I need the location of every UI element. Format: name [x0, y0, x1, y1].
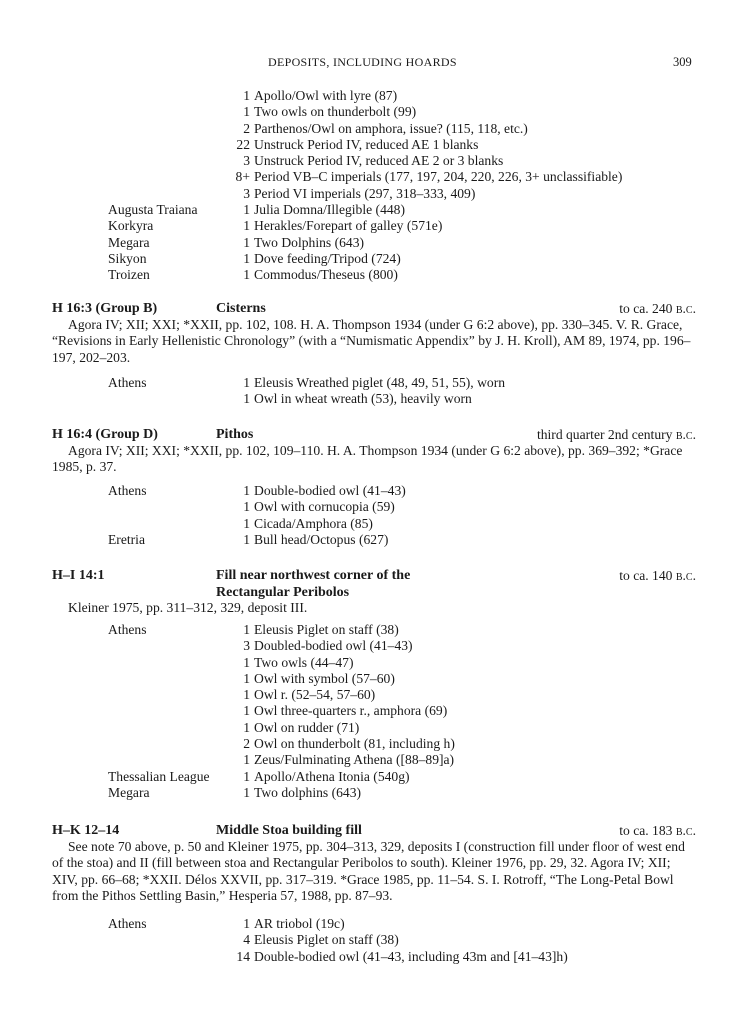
list-item: 14 Double-bodied owl (41–43, including 43m and [41–43]h)	[236, 948, 568, 964]
list-item: 22 Unstruck Period IV, reduced AE 1 blanks	[236, 136, 479, 152]
deposit-title-line: Rectangular Peribolos	[216, 585, 350, 600]
list-item: 4 Eleusis Piglet on staff (38)	[243, 932, 399, 948]
deposit-title	[216, 567, 410, 601]
page-number: 309	[673, 55, 692, 69]
mint-name: Troizen	[108, 267, 150, 283]
list-item: 8+ Period VB–C imperials (177, 197, 204, 220, 226, 3+ unclassifiable)	[235, 169, 623, 185]
deposit-date: to ca. 183 b.c.	[619, 823, 696, 838]
list-item: 1 Herakles/Forepart of galley (571e)	[243, 218, 443, 234]
mint-name: Athens	[108, 916, 147, 931]
mint-name: Athens	[108, 375, 147, 390]
list-item: 1 Apollo/Athena Itonia (540g)	[243, 768, 410, 784]
list-item: 1 Commodus/Theseus (800)	[243, 267, 398, 283]
deposit-references: Agora IV; XII; XXI; *XXII, pp. 102, 108. H. A. Thompson 1934 (under G 6:2 above), pp. 330–345. V. R. Grace, “Revisions in Early Hellenistic Chronology” (with a “Numismatic Appendix” by J. H. Kroll), AM 89, 1974, pp. 196–197, 202–203.	[52, 317, 691, 365]
running-title: DEPOSITS, INCLUDING HOARDS	[268, 55, 457, 69]
deposit-title: Pithos	[216, 427, 254, 442]
coin-list	[216, 622, 455, 801]
list-item: 1 Two owls (44–47)	[243, 654, 354, 670]
deposit-date: to ca. 140 b.c.	[619, 568, 696, 583]
list-item: 1 Owl three-quarters r., amphora (69)	[243, 703, 448, 719]
list-item: 1 Two dolphins (643)	[243, 784, 362, 800]
mint-name: Eretria	[108, 531, 145, 547]
list-item: 1 Two Dolphins (643)	[243, 234, 365, 250]
list-item: 1 Dove feeding/Tripod (724)	[243, 250, 401, 266]
list-item: 1 Bull head/Octopus (627)	[243, 531, 389, 547]
list-item: 1 Cicada/Amphora (85)	[243, 515, 373, 531]
continued-items-list	[216, 88, 622, 284]
list-item: 1 Double-bodied owl (41–43)	[243, 483, 406, 498]
list-item: 2 Parthenos/Owl on amphora, issue? (115, 118, etc.)	[243, 120, 528, 136]
deposit-references: See note 70 above, p. 50 and Kleiner 1975, pp. 304–313, 329, deposits I (construction fill under floor of west end of the stoa) and II (fill between stoa and Rectangular Peribolos to south). Kleiner 1976, pp. 29, 32. Agora IV; XII; XIV, pp. 66–68; *XXII. Délos XXVII, pp. 317–319. *Grace 1985, pp. 11–54. S. I. Rotroff, “The Long-Petal Bowl from the Pithos Settling Basin,” Hesperia 57, 1988, pp. 87–93.	[52, 839, 685, 903]
list-item: 1 Apollo/Owl with lyre (87)	[243, 88, 398, 103]
mint-name: Megara	[108, 785, 150, 800]
deposit-id: H–I 14:1	[52, 568, 105, 583]
deposit-references: Kleiner 1975, pp. 311–312, 329, deposit III.	[68, 600, 308, 615]
coin-list	[216, 375, 505, 408]
deposit-id: H 16:3 (Group B)	[52, 301, 158, 316]
mint-name: Megara	[108, 234, 150, 250]
list-item: 2 Owl on thunderbolt (81, including h)	[243, 736, 455, 752]
mint-name: Athens	[108, 483, 147, 498]
deposit-title: Middle Stoa building fill	[216, 823, 362, 838]
list-item: 1 Owl with cornucopia (59)	[243, 499, 395, 515]
mint-name: Athens	[108, 622, 147, 637]
deposit-date: to ca. 240 b.c.	[619, 301, 696, 316]
list-item: 3 Doubled-bodied owl (41–43)	[243, 638, 413, 654]
list-item: 1 Eleusis Piglet on staff (38)	[243, 622, 399, 637]
deposit-id: H–K 12–14	[52, 823, 120, 838]
list-item: 1 Owl with symbol (57–60)	[243, 670, 395, 686]
mint-name: Korkyra	[108, 218, 154, 234]
deposit-id: H 16:4 (Group D)	[52, 427, 158, 442]
mint-name: Sikyon	[108, 250, 147, 266]
deposit-references: Agora IV; XII; XXI; *XXII, pp. 102, 109–110. H. A. Thompson 1934 (under G 6:2 above), pp. 369–392; *Grace 1985, p. 37.	[52, 443, 683, 475]
list-item: 1 Owl on rudder (71)	[243, 719, 360, 735]
list-item: 1 AR triobol (19c)	[243, 916, 345, 931]
list-item: 1 Eleusis Wreathed piglet (48, 49, 51, 55), worn	[243, 375, 506, 390]
coin-list	[216, 483, 406, 548]
mint-name: Augusta Traiana	[108, 202, 198, 217]
mint-name: Thessalian League	[108, 768, 210, 784]
list-item: 3 Unstruck Period IV, reduced AE 2 or 3 blanks	[243, 153, 504, 169]
deposit-title: Cisterns	[216, 301, 266, 316]
coin-list	[216, 916, 568, 965]
list-item: 1 Owl in wheat wreath (53), heavily worn	[243, 391, 472, 407]
list-item: 1 Zeus/Fulminating Athena ([88–89]a)	[243, 752, 455, 768]
list-item: 1 Julia Domna/Illegible (448)	[243, 202, 406, 218]
deposit-title-line: Fill near northwest corner of the	[216, 568, 411, 583]
list-item: 1 Owl r. (52–54, 57–60)	[243, 687, 376, 703]
list-item: 1 Two owls on thunderbolt (99)	[243, 104, 417, 120]
deposit-date: third quarter 2nd century b.c.	[536, 427, 696, 442]
list-item: 3 Period VI imperials (297, 318–333, 409)	[243, 185, 476, 201]
